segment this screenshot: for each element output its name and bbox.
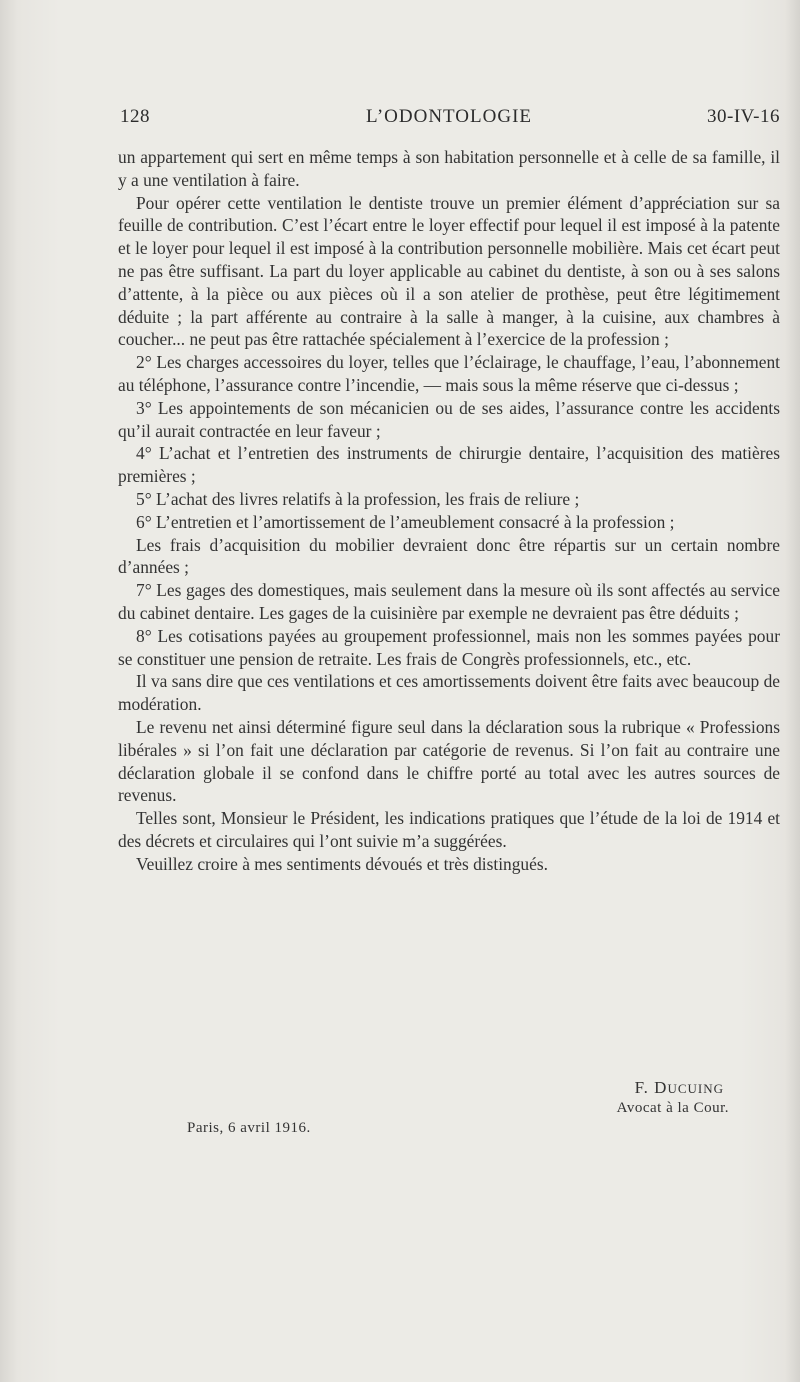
paragraph: 3° Les appointements de son mécanicien ou de ses aides, l’assurance contre les accidents qu’il aurait contractée en leur faveur ; [118,397,780,441]
paragraph: 4° L’achat et l’entretien des instruments de chirurgie dentaire, l’acquisition des matières premières ; [118,443,780,487]
paragraph: Les frais d’acquisition du mobilier devraient donc être répartis sur un certain nombre d’années ; [118,534,780,578]
signature-name [635,1078,724,1098]
paragraph: 2° Les charges accessoires du loyer, telles que l’éclairage, le chauffage, l’eau, l’abonnement au téléphone, l’assurance contre l’incendie, — mais sous la même réserve que ci-dessus ; [118,352,780,395]
signature-title: Avocat à la Cour. [616,1100,729,1116]
place-and-date: Paris, 6 avril 1916. [187,1120,311,1136]
paragraph: 8° Les cotisations payées au groupement professionnel, mais non les sommes payées pour se constituer une pension de retraite. Les frais de Congrès professionnels, etc., etc. [118,625,780,669]
article-body [118,146,780,876]
paragraph: un appartement qui sert en même temps à son habitation personnelle et à celle de sa famille, il y a une ventilation à faire. [118,147,780,190]
paragraph: 5° L’achat des livres relatifs à la profession, les frais de reliure ; [136,488,580,509]
signature-surname: UCUING [667,1081,724,1096]
paragraph: Pour opérer cette ventilation le dentiste trouve un premier élément d’appréciation sur sa feuille de contribution. C’est l’écart entre le loyer effectif pour lequel il est imposé à la patente et le loyer pour lequel il est imposé à la contribution personnelle mobilière. Mais cet écart peut ne pas être suffisant. La part du loyer applicable au cabinet du dentiste, à son ou à ses salons d’attente, à la pièce ou aux pièces où il a son atelier de prothèse, peut être légitimement déduite ; la part afférente au contraire à la salle à manger, à la cuisine, aux chambres à coucher... ne peut pas être rattachée spécialement à l’exercice de la profession ; [118,192,780,350]
issue-date: 30-IV-16 [707,106,780,127]
paragraph: Veuillez croire à mes sentiments dévoués et très distingués. [136,853,548,874]
paragraph: Telles sont, Monsieur le Président, les indications pratiques que l’étude de la loi de 1914 et des décrets et circulaires qui l’ont suivie m’a suggérées. [118,808,780,851]
paragraph: 6° L’entretien et l’amortissement de l’ameublement consacré à la profession ; [136,511,675,532]
paragraph: Il va sans dire que ces ventilations et ces amortissements doivent être faits avec beaucoup de modération. [118,671,780,715]
journal-title: L’ODONTOLOGIE [365,106,533,127]
page-number: 128 [120,106,150,127]
paragraph: 7° Les gages des domestiques, mais seulement dans la mesure où ils sont affectés au service du cabinet dentaire. Les gages de la cuisinière par exemple ne devraient pas être déduits ; [118,580,780,623]
paragraph: Le revenu net ainsi déterminé figure seul dans la déclaration sous la rubrique « Professions libérales » si l’on fait une déclaration par catégorie de revenus. Si l’on fait au contraire une déclaration globale il se confond dans le chiffre porté au total avec les autres sources de revenus. [118,716,780,806]
running-header [118,106,780,136]
signature-initial: F. D [634,1078,668,1097]
